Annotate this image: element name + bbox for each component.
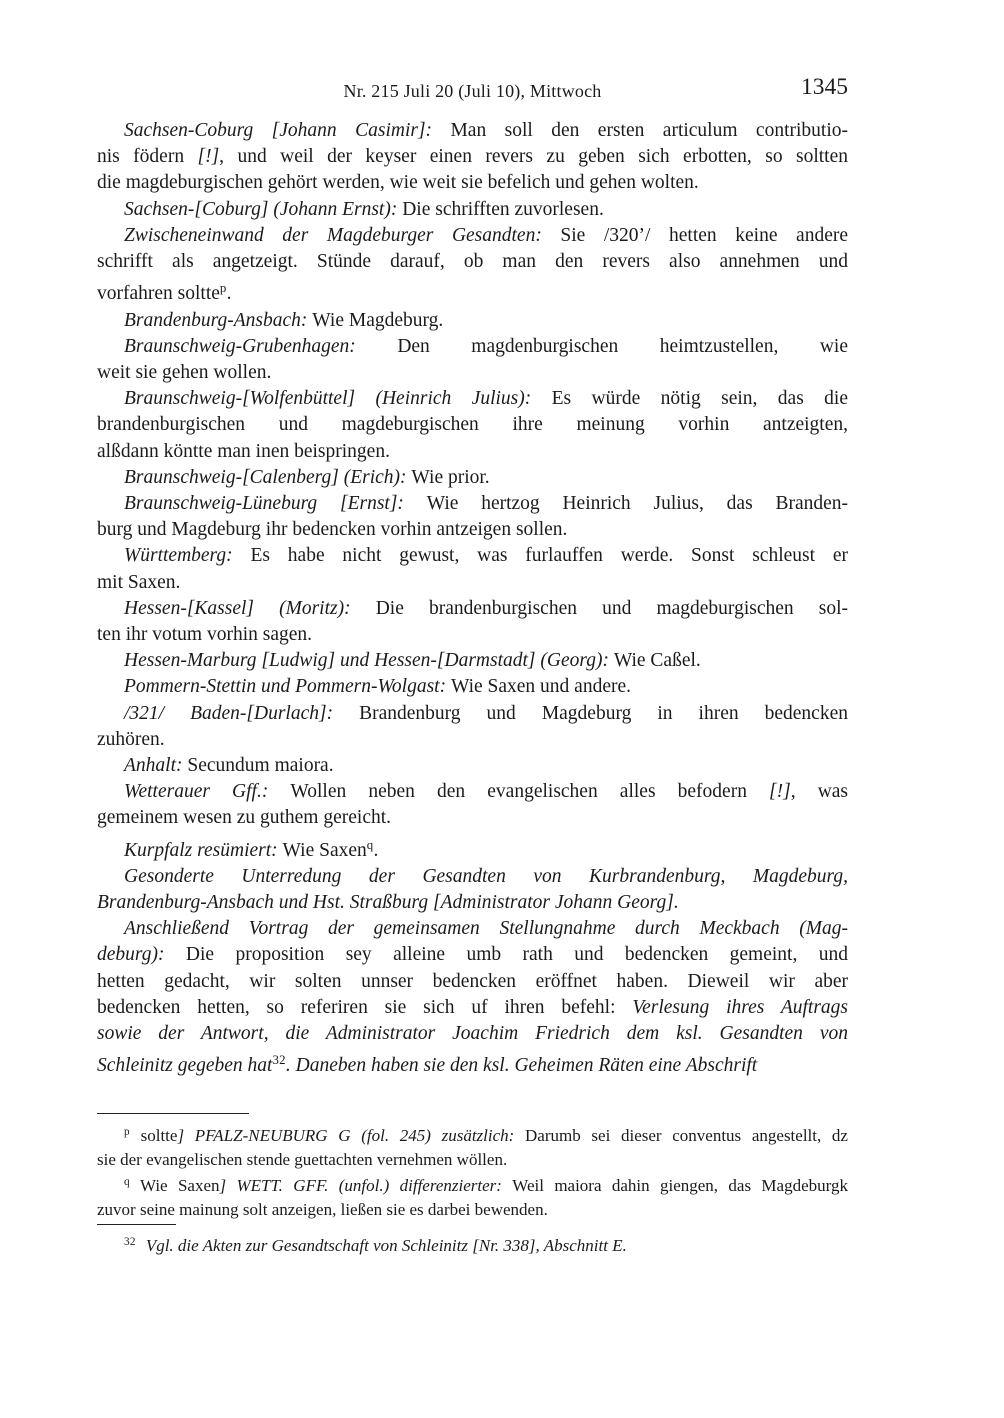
text-line [97,334,848,360]
text-segment: ] PFALZ-NEUBURG G (fol. 245) zusätzlich: [177,1126,526,1146]
text-line [97,412,848,438]
text-segment: Wie Saxen [282,839,367,861]
text-line [97,197,848,223]
text-line [97,942,848,968]
text-segment: Wie Saxen [129,1176,220,1196]
text-segment: sowie der Antwort, die Administrator Joachim Friedrich dem ksl. Gesandten von [97,1023,848,1045]
text-segment: Es würde nötig sein, das die [551,388,848,410]
text-line [97,223,848,249]
text-segment: , und weil der keyser einen revers zu geben sich erbotten, so soltten [219,146,848,168]
text-segment: mit Saxen. [97,571,181,593]
text-segment: Anhalt: [124,754,188,776]
text-line [97,832,848,864]
text-line [97,622,848,648]
text-segment: Verlesung ihres Auftrags [632,996,848,1018]
text-line [97,543,848,569]
text-line [97,596,848,622]
body-text [97,118,848,1080]
text-segment: Kurpfalz resümiert: [124,839,283,861]
text-segment: Wie prior. [411,466,490,488]
text-segment: Anschließend Vortrag der gemeinsamen Stellungnahme durch Meckbach (Mag- [124,918,848,940]
text-segment: Vgl. die Akten zur Gesandtschaft von Schleinitz [Nr. 338], Abschnitt E. [145,1236,627,1256]
text-line [97,1121,848,1148]
text-segment: Wie Caßel. [613,650,701,672]
text-line [97,465,848,491]
running-header: Nr. 215 Juli 20 (Juli 10), Mittwoch [343,81,602,101]
text-segment: Darumb sei dieser conventus angestellt, dz [525,1126,848,1146]
text-segment: Brandenburg-Ansbach und Hst. Straßburg [Administrator Johann Georg]. [97,892,679,914]
text-segment: sie der evangelischen stende guettachten vernehmen wöllen. [97,1149,508,1169]
text-segment: Wie Magdeburg. [312,309,444,331]
text-line [97,144,848,170]
footnote-ref: q [366,837,374,852]
text-segment: Braunschweig-Grubenhagen: [124,335,398,357]
text-segment: Die proposition sey alleine umb rath und bedencken gemeint, und [185,944,848,966]
text-line [97,727,848,753]
text-segment: alßdann köntte man inen beispringen. [97,440,390,462]
text-segment: zuhören. [97,728,165,750]
text-segment: Man soll den ersten articulum contributio- [450,120,848,141]
text-segment: Brandenburg und Magdeburg in ihren bedencken [359,702,848,724]
text-line [97,360,848,386]
text-segment: Zwischeneinwand der Magdeburger Gesandten: [124,224,561,246]
text-segment: Die schrifften zuvorlesen. [402,198,604,220]
text-segment: Schleinitz gegeben hat [97,1055,273,1077]
text-segment: Wollen neben den evangelischen alles befodern [290,781,770,803]
text-line [97,570,848,596]
text-line [97,1171,848,1198]
text-segment: . [226,283,232,305]
text-line [97,170,848,196]
text-segment: ten ihr votum vorhin sagen. [97,623,313,645]
text-line [97,1148,848,1172]
text-segment: Braunschweig-Lüneburg [Ernst]: [124,492,427,514]
text-line [97,1047,848,1079]
text-segment: [!] [197,146,220,168]
footnote-ref: p [219,281,227,296]
text-segment: . [373,839,379,861]
text-segment: burg und Magdeburg ihr bedencken vorhin antzeigen sollen. [97,519,568,541]
footnote-ref: q [124,1176,130,1189]
text-segment: Secundum maiora. [187,754,334,776]
text-segment: Gesonderte Unterredung der Gesandten von Kurbrandenburg, Magdeburg, [124,865,848,887]
text-segment: Braunschweig-[Calenberg] (Erich): [124,466,412,488]
text-segment: Pommern-Stettin und Pommern-Wolgast: [124,676,451,698]
text-segment: soltte [129,1126,178,1146]
text-segment: . Daneben haben sie den ksl. Geheimen Räten eine Abschrift [285,1055,758,1077]
footnote-32 [97,1231,848,1258]
text-segment: Den magdenburgischen heimtzustellen, wie [397,335,849,357]
text-line [97,701,848,727]
text-segment: , was [790,781,849,803]
text-segment: Württemberg: [124,545,251,567]
text-line [97,916,848,942]
text-line [97,753,848,779]
text-segment: Die brandenburgischen und magdeburgischen sol- [375,597,848,619]
footnote-separator-rule [97,1224,176,1225]
text-segment: schrifft als angetzeigt. Stünde darauf, ob man den revers also annehmen und [97,251,848,273]
text-segment: Braunschweig-[Wolfenbüttel] (Heinrich Julius): [124,388,552,410]
text-segment: zuvor seine mainung solt anzeigen, ließen sie es darbei bewenden. [97,1199,548,1219]
text-line [97,308,848,334]
text-segment: weit sie gehen wollen. [97,361,272,383]
text-line [97,805,848,831]
text-segment: Sie /320’/ hetten keine andere [560,224,848,246]
text-segment: brandenburgischen und magdeburgischen ihre meinung vorhin antzeigten, [97,414,848,436]
text-line [97,386,848,412]
text-segment: Hessen-[Kassel] (Moritz): [124,597,376,619]
page-number: 1345 [801,74,848,100]
text-line [97,118,848,144]
text-line [97,517,848,543]
text-segment: Weil maiora dahin giengen, das Magdeburgk [512,1176,848,1196]
text-segment: Es habe nicht gewust, was furlauffen werde. Sonst schleust er [250,545,848,567]
text-segment: Sachsen-Coburg [Johann Casimir]: [124,120,451,141]
text-line [97,969,848,995]
text-line [97,779,848,805]
text-segment: bedencken hetten, so referiren sie sich uf ihren befehl: [97,996,633,1018]
text-segment: Wetterauer Gff.: [124,781,291,803]
footnote-ref: p [124,1126,130,1138]
text-segment: ] WETT. GFF. (unfol.) differenzierter: [219,1176,513,1196]
apparatus-separator-rule [97,1113,249,1114]
footnote-ref: 32 [124,1236,136,1248]
critical-apparatus [97,1121,848,1221]
text-segment: die magdeburgischen gehört werden, wie weit sie befelich und gehen wolten. [97,172,699,194]
text-line [97,275,848,307]
text-segment: gemeinem wesen zu guthem gereicht. [97,807,392,829]
text-segment: Wie hertzog Heinrich Julius, das Branden- [426,492,849,514]
text-line [97,1021,848,1047]
text-segment: [!] [769,781,791,803]
text-line [97,674,848,700]
text-line [97,995,848,1021]
text-line [97,439,848,465]
text-line [97,1198,848,1222]
text-segment: deburg): [97,944,186,966]
text-segment: Sachsen-[Coburg] (Johann Ernst): [124,198,403,220]
text-line [97,491,848,517]
text-line [97,864,848,890]
text-segment: hetten gedacht, wir solten unnser bedencken eröffnet haben. Dieweil wir aber [97,970,848,992]
footnote-ref: 32 [272,1053,286,1068]
text-line [97,1231,848,1258]
text-segment: Brandenburg-Ansbach: [124,309,313,331]
text-segment: nis födern [97,146,198,168]
text-segment: Hessen-Marburg [Ludwig] und Hessen-[Darmstadt] (Georg): [124,650,614,672]
text-segment: Wie Saxen und andere. [450,676,632,698]
text-line [97,249,848,275]
text-segment: vorfahren soltte [97,283,220,305]
text-line [97,890,848,916]
text-segment: /321/ Baden-[Durlach]: [124,702,360,724]
text-line [97,648,848,674]
